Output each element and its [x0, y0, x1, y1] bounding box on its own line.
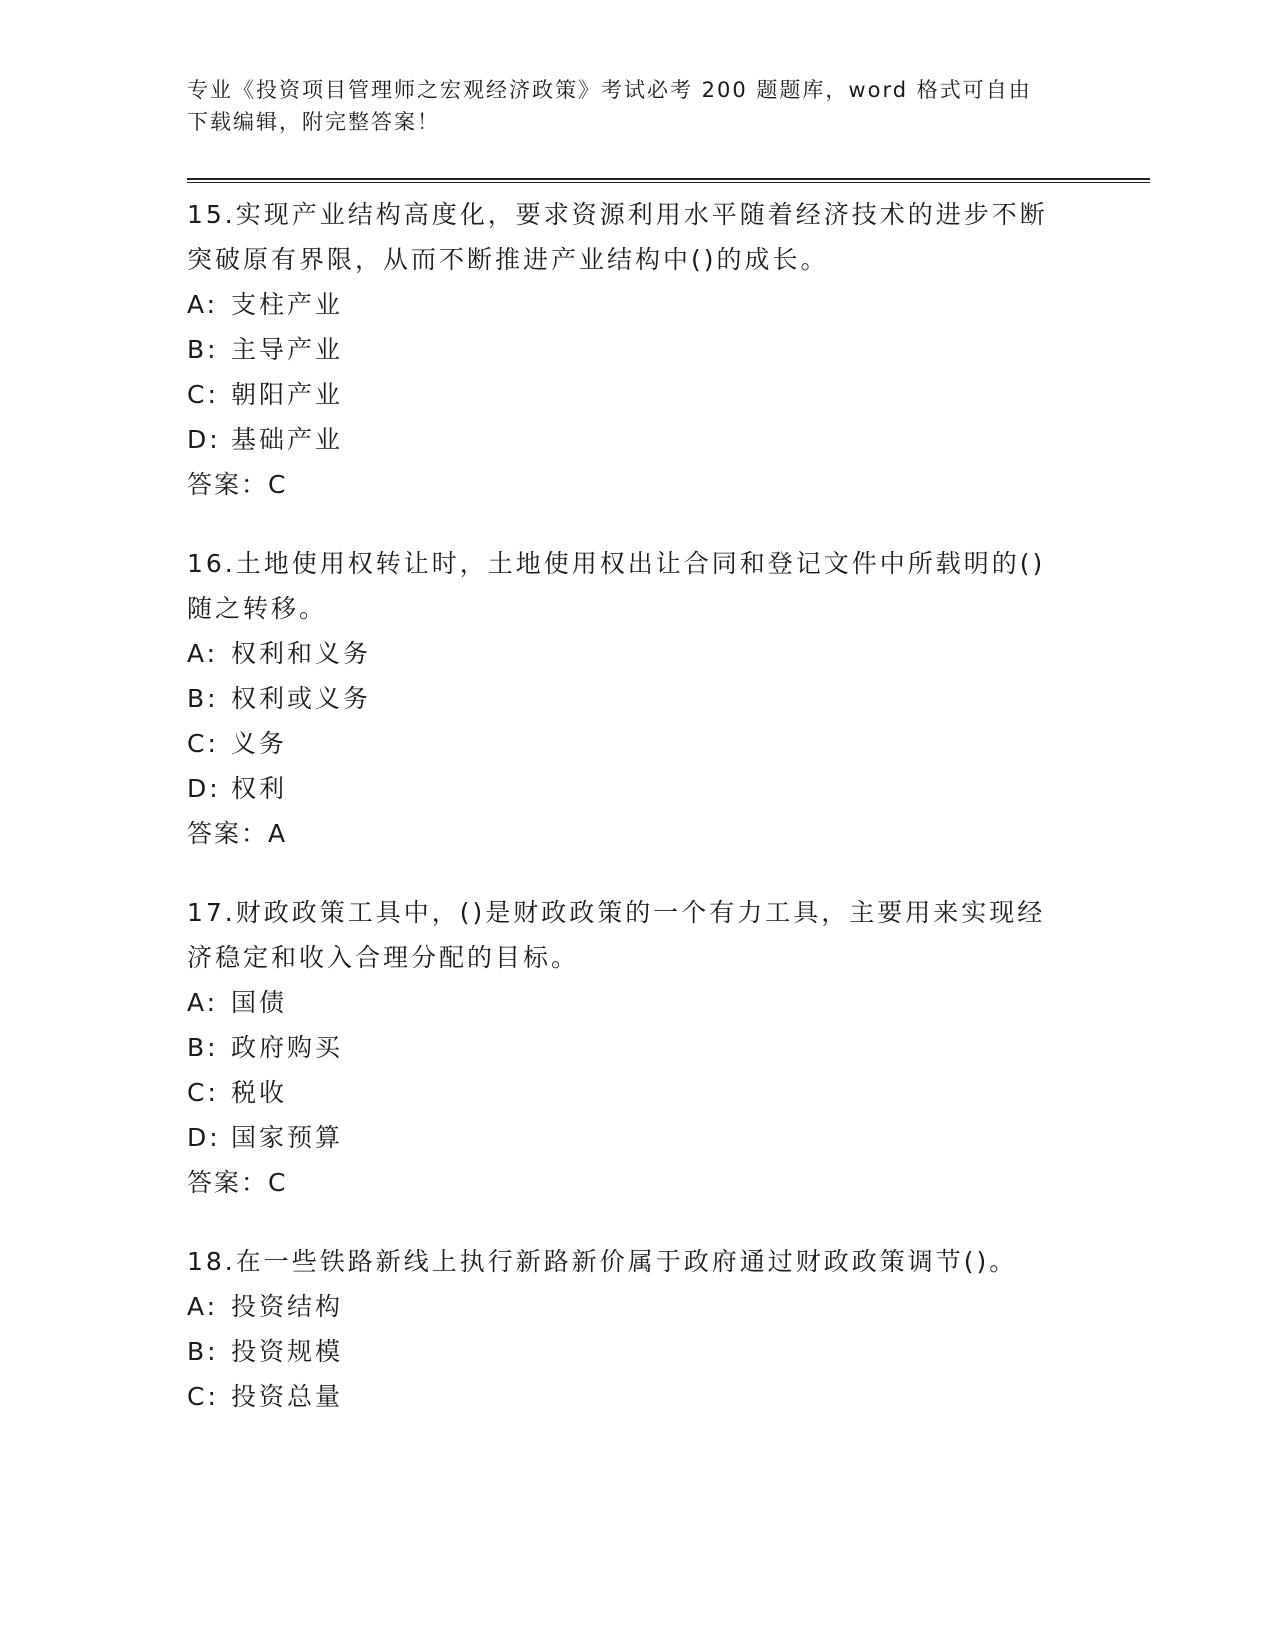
- option-letter: A:: [187, 639, 219, 668]
- answer-label: 答案：: [187, 1168, 269, 1197]
- option-text: 权利: [231, 774, 288, 803]
- option-d: [187, 417, 1087, 462]
- option-letter: B:: [187, 1033, 219, 1062]
- question-stem-line: 随之转移。: [187, 594, 328, 623]
- option-c: [187, 372, 1087, 417]
- option-b: [187, 1025, 1087, 1070]
- header-divider: [187, 178, 1150, 183]
- option-text: 国家预算: [231, 1123, 344, 1152]
- answer-value: C: [268, 1168, 288, 1197]
- option-text: 投资结构: [231, 1292, 344, 1321]
- answer-line: [187, 1160, 1087, 1205]
- option-letter: C:: [187, 380, 219, 409]
- question-stem-line: 18.在一些铁路新线上执行新路新价属于政府通过财政政策调节()。: [187, 1247, 1018, 1276]
- option-letter: D:: [187, 425, 221, 454]
- question-stem-line: 15.实现产业结构高度化，要求资源利用水平随着经济技术的进步不断: [187, 200, 1048, 229]
- answer-value: C: [268, 470, 288, 499]
- option-letter: A:: [187, 290, 219, 319]
- answer-label: 答案：: [187, 470, 269, 499]
- answer-line: [187, 462, 1087, 507]
- answer-value: A: [268, 819, 288, 848]
- option-b: [187, 327, 1087, 372]
- question-list: [187, 192, 1087, 1453]
- option-letter: B:: [187, 684, 219, 713]
- option-letter: B:: [187, 335, 219, 364]
- option-text: 政府购买: [231, 1033, 344, 1062]
- answer-label: 答案：: [187, 819, 269, 848]
- option-letter: D:: [187, 1123, 221, 1152]
- option-a: [187, 980, 1087, 1025]
- option-text: 朝阳产业: [231, 380, 344, 409]
- document-intro: [187, 74, 1087, 138]
- question-17: [187, 890, 1087, 1205]
- option-text: 支柱产业: [231, 290, 344, 319]
- option-letter: A:: [187, 1292, 219, 1321]
- question-stem-line: 17.财政政策工具中，()是财政政策的一个有力工具，主要用来实现经: [187, 898, 1046, 927]
- question-16: [187, 541, 1087, 856]
- option-text: 权利或义务: [231, 684, 372, 713]
- question-stem-line: 济稳定和收入合理分配的目标。: [187, 943, 580, 972]
- option-text: 义务: [231, 729, 288, 758]
- option-text: 权利和义务: [231, 639, 372, 668]
- question-15: [187, 192, 1087, 507]
- option-text: 国债: [231, 988, 288, 1017]
- option-letter: C:: [187, 1382, 219, 1411]
- question-18: [187, 1239, 1087, 1419]
- question-stem-line: 突破原有界限，从而不断推进产业结构中()的成长。: [187, 245, 829, 274]
- option-letter: D:: [187, 774, 221, 803]
- intro-line-2: 下载编辑，附完整答案！: [187, 110, 440, 134]
- option-d: [187, 1115, 1087, 1160]
- option-letter: C:: [187, 1078, 219, 1107]
- option-letter: A:: [187, 988, 219, 1017]
- option-b: [187, 1329, 1087, 1374]
- option-b: [187, 676, 1087, 721]
- answer-line: [187, 811, 1087, 856]
- option-a: [187, 282, 1087, 327]
- option-letter: B:: [187, 1337, 219, 1366]
- intro-line-1: 专业《投资项目管理师之宏观经济政策》考试必考 200 题题库，word 格式可自由: [187, 78, 1032, 102]
- option-text: 投资规模: [231, 1337, 344, 1366]
- option-text: 基础产业: [231, 425, 344, 454]
- option-a: [187, 631, 1087, 676]
- option-a: [187, 1284, 1087, 1329]
- option-d: [187, 766, 1087, 811]
- option-c: [187, 1070, 1087, 1115]
- option-c: [187, 721, 1087, 766]
- option-text: 主导产业: [231, 335, 344, 364]
- option-c: [187, 1374, 1087, 1419]
- option-text: 投资总量: [231, 1382, 344, 1411]
- question-stem-line: 16.土地使用权转让时，土地使用权出让合同和登记文件中所载明的(): [187, 549, 1046, 578]
- option-text: 税收: [231, 1078, 288, 1107]
- option-letter: C:: [187, 729, 219, 758]
